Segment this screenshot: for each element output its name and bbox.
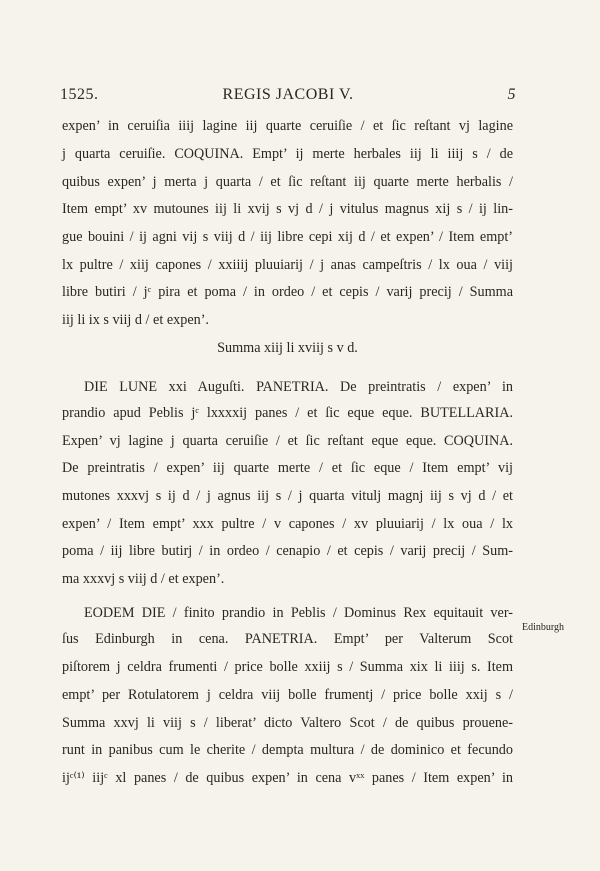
- text-line: poma / iij libre butirj / in ordeo / cenapio / et cepis / varij precij / Sum-: [62, 543, 513, 559]
- text-line: ma xxxvj s viij d / et expen’.: [62, 571, 225, 587]
- text-line: EODEM DIE / finito prandio in Peblis / Dominus Rex equitauit ver-: [84, 605, 513, 621]
- text-line: prandio apud Peblis jᶜ lxxxxij panes / et ſic eque eque. BUTELLARIA.: [62, 405, 513, 421]
- text-line: Expen’ vj lagine j quarta ceruiſie / et ſic reſtant eque eque. COQUINA.: [62, 433, 513, 449]
- text-line: expen’ in ceruiſia iiij lagine iij quarte ceruiſie / et ſic reſtant vj lagine: [62, 118, 513, 134]
- text-line: Summa xxvj li viij s / liberat’ dicto Valtero Scot / de quibus prouene-: [62, 715, 513, 731]
- text-line: libre butiri / jᶜ pira et poma / in ordeo / et cepis / varij precij / Summa: [62, 284, 513, 300]
- text-line: ſus Edinburgh in cena. PANETRIA. Empt’ per Valterum Scot: [62, 631, 513, 647]
- folio-number: 5: [507, 86, 516, 103]
- text-line: runt in panibus cum le cherite / dempta multura / de dominico et fecundo: [62, 742, 513, 758]
- text-line: gue bouini / ij agni vij s viij d / iij libre cepi xij d / et expen’ / Item empt’: [62, 229, 513, 245]
- text-line: expen’ / Item empt’ xxx pultre / v capones / xv pluuiarij / lx oua / lx: [62, 516, 513, 532]
- page-number: 1525.: [60, 86, 99, 103]
- text-line: Item empt’ xv mutounes iij li xvij s vj d / j vitulus magnus xij s / ij lin-: [62, 201, 513, 217]
- text-line: mutones xxxvj s ij d / j agnus iij s / j quarta vitulj magnj iij s vj d / et: [62, 488, 513, 504]
- margin-note: Edinburgh: [522, 622, 565, 633]
- text-line: lx pultre / xiij capones / xxiiij pluuiarij / j anas campeſtris / lx oua / viij: [62, 257, 513, 273]
- text-line: empt’ per Rotulatorem j celdra viij bolle frumentj / price bolle xxij s /: [62, 687, 513, 703]
- text-line: j quarta ceruiſie. COQUINA. Empt’ ij merte herbales iij li iiij s / de: [62, 146, 513, 162]
- running-title: REGIS JACOBI V.: [222, 86, 354, 103]
- text-line: iij li ix s viij d / et expen’.: [62, 312, 209, 328]
- text-line: DIE LUNE xxi Auguſti. PANETRIA. De preintratis / expen’ in: [84, 379, 513, 395]
- text-line: ijᶜ⁽¹⁾ iijᶜ xl panes / de quibus expen’ in cena vˣˣ panes / Item expen’ in: [62, 770, 513, 786]
- summa-total: Summa xiij li xviij s v d.: [217, 340, 358, 356]
- text-line: quibus expen’ j merta j quarta / et ſic reſtant iij quarte merte herbalis /: [62, 174, 513, 190]
- text-line: De preintratis / expen’ iij quarte merte / et ſic eque / Item empt’ vij: [62, 460, 513, 476]
- text-line: piſtorem j celdra frumenti / price bolle xxiij s / Summa xix li iiij s. Item: [62, 659, 513, 675]
